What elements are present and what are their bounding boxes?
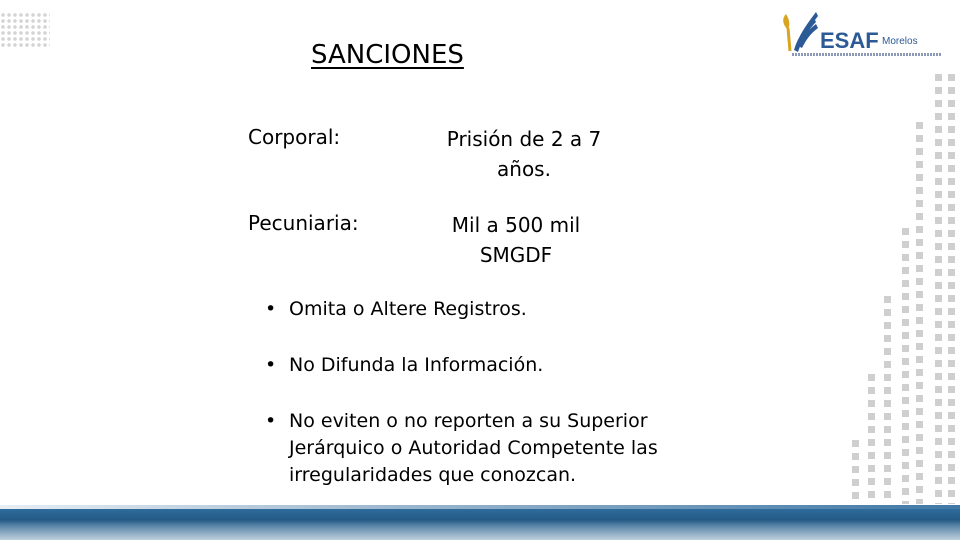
value-pecuniaria [416, 210, 616, 270]
value-pecuniaria-line2: SMGDF [479, 243, 553, 267]
sanctions-bullet-list [265, 296, 705, 518]
label-pecuniaria: Pecuniaria: [248, 211, 359, 235]
value-corporal-line2: años. [497, 157, 551, 181]
list-item-text-line3: irregularidades que conozcan. [289, 464, 577, 486]
footer-bar [0, 509, 960, 540]
bullet-icon: • [265, 298, 277, 320]
list-item [265, 352, 705, 379]
esaf-morelos-logo [780, 6, 940, 62]
decorative-dots-top-left [0, 12, 50, 48]
value-corporal [424, 124, 624, 184]
page-title: SANCIONES [311, 40, 464, 70]
list-item [265, 408, 705, 489]
list-item-text: No Difunda la Información. [289, 354, 544, 376]
bullet-icon: • [265, 354, 277, 376]
logo-tagline [792, 53, 942, 56]
logo-name: ESAF [820, 28, 879, 53]
value-pecuniaria-line1: Mil a 500 mil [451, 213, 581, 237]
value-corporal-line1: Prisión de 2 a 7 [446, 127, 602, 151]
list-item-text: Omita o Altere Registros. [289, 298, 527, 320]
list-item [265, 296, 705, 323]
wheat-emblem-icon [780, 6, 820, 56]
list-item-text-line1: No eviten o no reporten a su Superior [289, 410, 648, 432]
label-corporal: Corporal: [248, 125, 341, 149]
list-item-text-line2: Jerárquico o Autoridad Competente las [289, 437, 658, 459]
logo-subtitle: Morelos [882, 36, 918, 47]
bullet-icon: • [265, 410, 277, 432]
